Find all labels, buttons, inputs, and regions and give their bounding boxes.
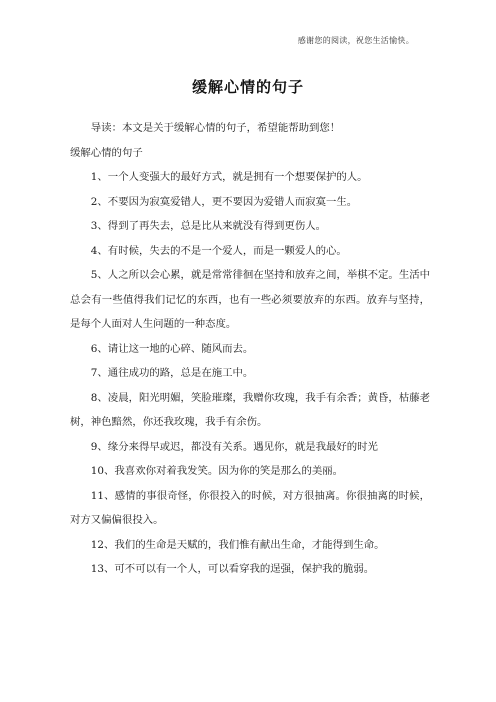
- header-note: 感谢您的阅读，祝您生活愉快。: [297, 36, 414, 45]
- document-title: 缓解心情的句子: [191, 78, 304, 96]
- paragraph-item: 11、感情的事很奇怪，你很投入的时候，对方很抽离。你很抽离的时候，对方又偏偏很投入。: [70, 489, 430, 526]
- paragraph-item: 2、不要因为寂寞爱错人，更不要因为爱错人而寂寞一生。: [90, 195, 358, 208]
- paragraph-item: 1、一个人变强大的最好方式，就是拥有一个想要保护的人。: [90, 171, 368, 183]
- paragraph-item: 6、请让这一地的心碎、随风而去。: [90, 342, 254, 355]
- document-body: [70, 116, 430, 582]
- paragraph-item: 7、通往成功的路，总是在施工中。: [90, 367, 254, 379]
- paragraph-item: 3、得到了再失去，总是比从来就没有得到更伤人。: [90, 220, 326, 232]
- paragraph-item: 9、缘分来得早或迟，都没有关系。遇见你，就是我最好的时光: [90, 440, 378, 453]
- paragraph-subtitle: 缓解心情的句子: [70, 146, 143, 159]
- paragraph-item: 8、凌晨，阳光明媚，笑脸璀璨，我赠你玫瑰，我手有余香；黄昏，枯藤老树，神色黯然，你还我玫瑰，我手有余伤。: [70, 391, 430, 428]
- paragraph-item: 13、可不可以有一个人，可以看穿我的逞强，保护我的脆弱。: [90, 563, 375, 575]
- paragraph-item: 12、我们的生命是天赋的，我们惟有献出生命，才能得到生命。: [90, 538, 385, 551]
- paragraph-item: 5、人之所以会心累，就是常常徘徊在坚持和放弃之间，举棋不定。生活中总会有一些值得我们记忆的东西，也有一些必须要放弃的东西。放弃与坚持，是每个人面对人生问题的一种态度。: [70, 269, 430, 330]
- paragraph-intro: 导读：本文是关于缓解心情的句子，希望能帮助到您！: [90, 122, 341, 134]
- paragraph-item: 4、有时候，失去的不是一个爱人，而是一颗爱人的心。: [90, 244, 347, 257]
- paragraph-item: 10、我喜欢你对着我发笑。因为你的笑是那么的美丽。: [90, 465, 344, 477]
